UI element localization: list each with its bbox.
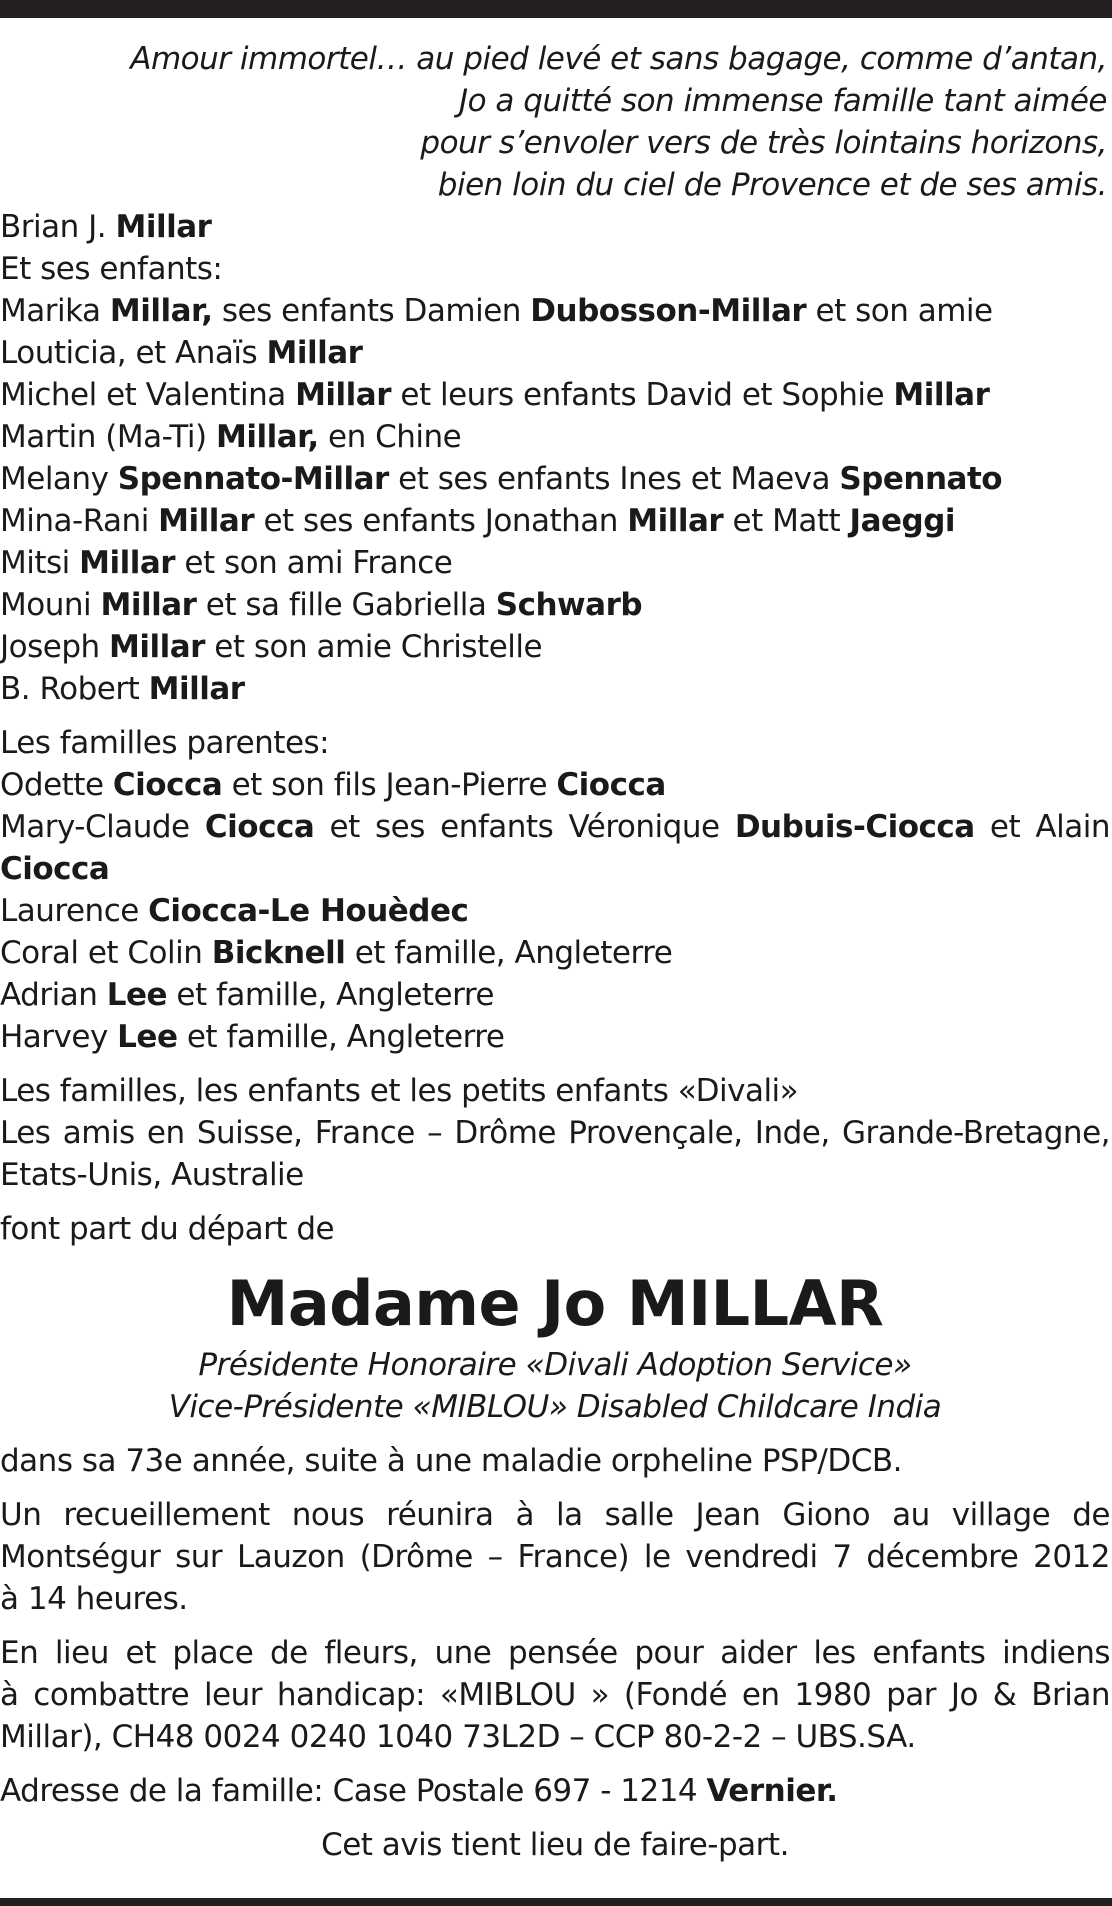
family-line: Joseph Millar et son amie Christelle — [0, 629, 543, 665]
family-line: Brian J. Millar — [0, 209, 212, 245]
flowers-line: Millar), CH48 0024 0240 1040 73L2D – CCP 80-2-2 – UBS.SA. — [0, 1719, 916, 1755]
bottom-rule — [0, 1898, 1112, 1906]
family-line: Marika Millar, ses enfants Damien Dubosson-Millar et son amie — [0, 293, 993, 329]
ceremony-line: Un recueillement nous réunira à la salle Jean Giono au village de — [0, 1497, 1110, 1533]
intro-poem — [0, 38, 1110, 206]
intro-line: bien loin du ciel de Provence et de ses amis. — [437, 167, 1107, 203]
deceased-name: Madame Jo MILLAR — [226, 1267, 884, 1340]
intro-line: pour s’envoler vers de très lointains horizons, — [420, 125, 1107, 161]
relative-line: Harvey Lee et famille, Angleterre — [0, 1019, 505, 1055]
family-line: Melany Spennato-Millar et ses enfants Ines et Maeva Spennato — [0, 461, 1003, 497]
top-rule — [0, 0, 1112, 18]
relative-line: Odette Ciocca et son fils Jean-Pierre Ciocca — [0, 767, 666, 803]
intro-line: Jo a quitté son immense famille tant aimée — [458, 83, 1107, 119]
relatives-list — [0, 722, 1110, 1058]
ceremony-line: Montségur sur Lauzon (Drôme – France) le vendredi 7 décembre 2012 — [0, 1539, 1110, 1575]
flowers-line: à combattre leur handicap: «MIBLOU » (Fondé en 1980 par Jo & Brian — [0, 1677, 1110, 1713]
relative-line: Coral et Colin Bicknell et famille, Angleterre — [0, 935, 673, 971]
flowers-text — [0, 1632, 1110, 1758]
relative-line: Laurence Ciocca-Le Houèdec — [0, 893, 469, 929]
relative-line: Adrian Lee et famille, Angleterre — [0, 977, 494, 1013]
others-line: Etats-Unis, Australie — [0, 1157, 304, 1193]
relatives-heading: Les familles parentes: — [0, 725, 330, 761]
age-text: dans sa 73e année, suite à une maladie orpheline PSP/DCB. — [0, 1443, 902, 1479]
family-address: Adresse de la famille: Case Postale 697 - 1214 Vernier. — [0, 1773, 838, 1809]
family-line: Mitsi Millar et son ami France — [0, 545, 453, 581]
announcement-text: font part du départ de — [0, 1211, 335, 1247]
family-list — [0, 206, 1110, 710]
others-list — [0, 1070, 1110, 1196]
intro-line: Amour immortel… au pied levé et sans bagage, comme d’antan, — [130, 41, 1107, 77]
flowers-line: En lieu et place de fleurs, une pensée pour aider les enfants indiens — [0, 1635, 1110, 1671]
relative-line: Mary-Claude Ciocca et ses enfants Véronique Dubuis-Ciocca et Alain — [0, 809, 1110, 845]
family-line: Louticia, et Anaïs Millar — [0, 335, 363, 371]
others-line: Les amis en Suisse, France – Drôme Provençale, Inde, Grande-Bretagne, — [0, 1115, 1110, 1151]
ceremony-line: à 14 heures. — [0, 1581, 188, 1617]
family-line: Martin (Ma-Ti) Millar, en Chine — [0, 419, 462, 455]
relative-line: Ciocca — [0, 851, 110, 887]
footer-note: Cet avis tient lieu de faire-part. — [321, 1827, 789, 1863]
deceased-title: Présidente Honoraire «Divali Adoption Service» — [198, 1347, 912, 1383]
family-line: Mina-Rani Millar et ses enfants Jonathan Millar et Matt Jaeggi — [0, 503, 956, 539]
family-line: Mouni Millar et sa fille Gabriella Schwarb — [0, 587, 643, 623]
deceased-title: Vice-Présidente «MIBLOU» Disabled Childcare India — [168, 1389, 942, 1425]
family-line: Et ses enfants: — [0, 251, 223, 287]
obituary-notice — [0, 38, 1110, 1866]
others-line: Les familles, les enfants et les petits enfants «Divali» — [0, 1073, 799, 1109]
family-line: B. Robert Millar — [0, 671, 245, 707]
family-line: Michel et Valentina Millar et leurs enfants David et Sophie Millar — [0, 377, 990, 413]
ceremony-text — [0, 1494, 1110, 1620]
